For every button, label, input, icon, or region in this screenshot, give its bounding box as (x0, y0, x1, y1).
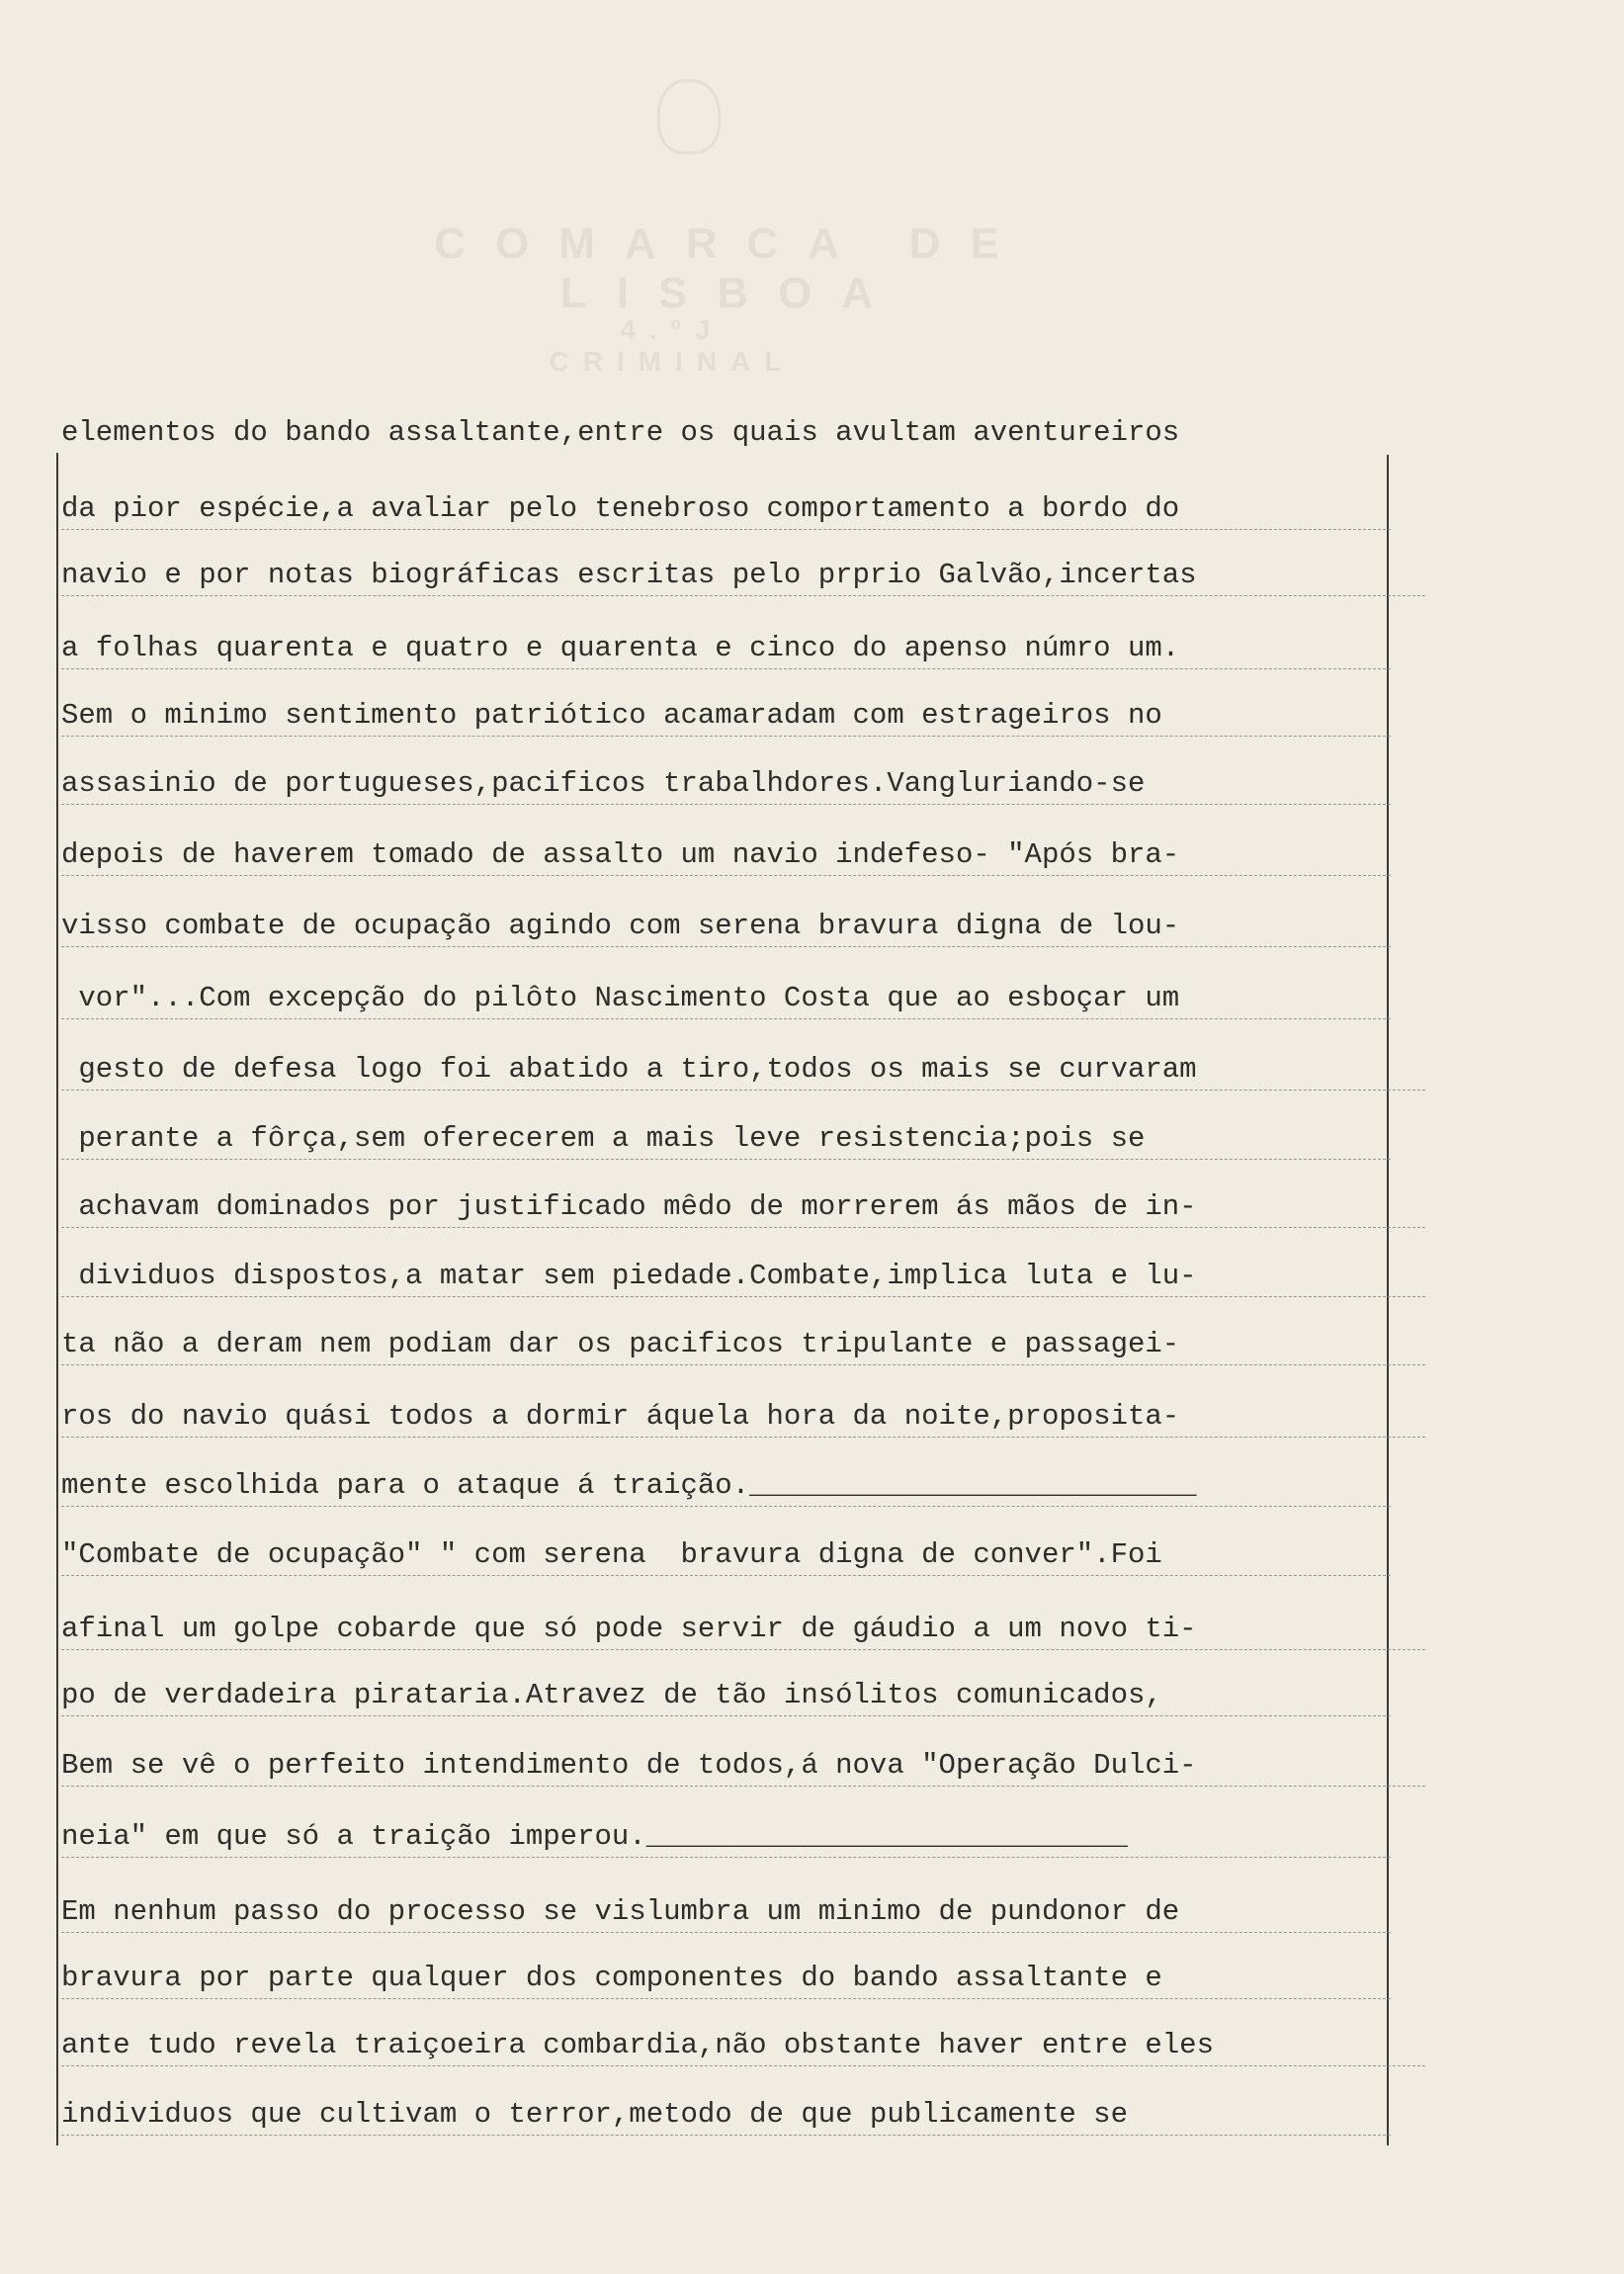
text-line: assasinio de portugueses,pacificos trabalhdores.Vangluriando-se (61, 764, 1391, 805)
text-line: ta não a deram nem podiam dar os pacificos tripulante e passagei- (61, 1325, 1425, 1365)
crest-emblem (657, 79, 721, 154)
text-line: ante tudo revela traiçoeira combardia,não obstante haver entre eles (61, 2026, 1425, 2066)
text-line: a folhas quarenta e quatro e quarenta e cinco do apenso númro um. (61, 629, 1391, 669)
text-line: neia" em que só a traição imperou.____________________________ (61, 1817, 1391, 1858)
text-line: bravura por parte qualquer dos componentes do bando assaltante e (61, 1959, 1391, 1999)
text-line: vor"...Com excepção do pilôto Nascimento Costa que ao esboçar um (61, 979, 1391, 1019)
text-line: perante a fôrça,sem oferecerem a mais leve resistencia;pois se (61, 1119, 1391, 1160)
text-line: mente escolhida para o ataque á traição.__________________________ (61, 1466, 1391, 1507)
text-line: Em nenhum passo do processo se vislumbra um minimo de pundonor de (61, 1892, 1391, 1933)
text-line: po de verdadeira pirataria.Atravez de tão insólitos comunicados, (61, 1676, 1391, 1716)
text-line: da pior espécie,a avaliar pelo tenebroso comportamento a bordo do (61, 489, 1391, 530)
letterhead-title: COMARCA DE LISBOA (434, 219, 1029, 317)
text-line: gesto de defesa logo foi abatido a tiro,todos os mais se curvaram (61, 1050, 1425, 1091)
text-line: Sem o minimo sentimento patriótico acamaradam com estrageiros no (61, 696, 1391, 737)
text-line: individuos que cultivam o terror,metodo de que publicamente se (61, 2095, 1391, 2136)
text-line: visso combate de ocupação agindo com serena bravura digna de lou- (61, 907, 1391, 947)
text-line: depois de haverem tomado de assalto um navio indefeso- "Após bra- (61, 835, 1391, 876)
text-line: afinal um golpe cobarde que só pode servir de gáudio a um novo ti- (61, 1610, 1425, 1650)
text-line: achavam dominados por justificado mêdo de morrerem ás mãos de in- (61, 1187, 1425, 1228)
text-line: "Combate de ocupação" " com serena bravura digna de conver".Foi (61, 1535, 1391, 1576)
text-line: ros do navio quási todos a dormir áquela hora da noite,proposita- (61, 1397, 1425, 1438)
text-line: dividuos dispostos,a matar sem piedade.Combate,implica luta e lu- (61, 1257, 1425, 1297)
left-margin-rule (56, 453, 58, 2145)
text-line: elementos do bando assaltante,entre os quais avultam aventureiros (61, 416, 1180, 449)
text-line: navio e por notas biográficas escritas pelo prprio Galvão,incertas (61, 556, 1425, 596)
text-line: Bem se vê o perfeito intendimento de todos,á nova "Operação Dulci- (61, 1746, 1425, 1787)
letterhead-subtitle: 4.ºJ CRIMINAL (549, 314, 796, 377)
